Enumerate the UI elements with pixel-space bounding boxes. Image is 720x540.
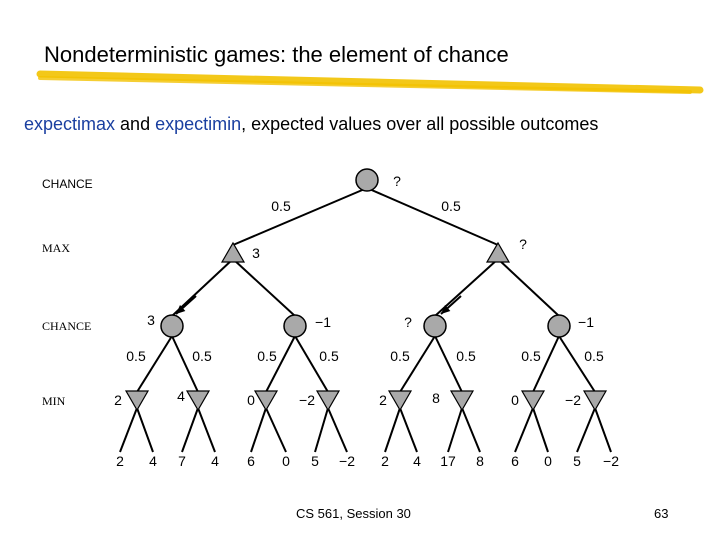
min-node	[584, 391, 606, 410]
tree-edge	[266, 336, 295, 392]
chance-prob: 0.5	[456, 348, 476, 364]
tree-edge	[328, 408, 347, 452]
chance-value: ?	[404, 314, 412, 330]
tree-edge	[577, 408, 595, 452]
chance-prob: 0.5	[584, 348, 604, 364]
tree-edge	[172, 336, 198, 392]
tree-edge	[400, 336, 435, 392]
chance-prob: 0.5	[257, 348, 277, 364]
page-number: 63	[654, 506, 669, 521]
tree-edge	[498, 259, 559, 316]
min-value: −2	[565, 392, 581, 408]
subtitle-text-rest: , expected values over all possible outcomes	[241, 114, 599, 134]
subtitle-term-expectimax: expectimax	[24, 114, 116, 134]
tree-edge	[559, 336, 595, 392]
chance-value: −1	[578, 314, 594, 330]
min-value: 8	[432, 390, 440, 406]
leaf-value: 2	[381, 453, 389, 469]
chance-value: −1	[315, 314, 331, 330]
tree-edge	[295, 336, 328, 392]
tree-edge	[182, 408, 198, 452]
min-node	[451, 391, 473, 410]
tree-edge	[233, 188, 367, 245]
tree-edge	[435, 336, 462, 392]
tree-edge	[400, 408, 417, 452]
leaf-value: 6	[247, 453, 255, 469]
leaf-value: 7	[178, 453, 186, 469]
leaf-value: 8	[476, 453, 484, 469]
tree-edge	[315, 408, 328, 452]
leaf-value: −2	[603, 453, 619, 469]
root-value: ?	[393, 173, 401, 189]
min-value: −2	[299, 392, 315, 408]
tree-edge	[137, 408, 153, 452]
leaf-value: 4	[211, 453, 219, 469]
tree-edge	[515, 408, 533, 452]
level-label: CHANCE	[42, 319, 92, 333]
leaf-value: 2	[116, 453, 124, 469]
leaf-value: −2	[339, 453, 355, 469]
subtitle-text: and	[115, 114, 156, 134]
tree-edge	[533, 408, 548, 452]
min-value: 2	[114, 392, 122, 408]
footer-course: CS 561, Session 30	[296, 506, 411, 521]
leaf-value: 5	[311, 453, 319, 469]
tree-edge	[266, 408, 286, 452]
tree-edge	[198, 408, 215, 452]
min-node	[126, 391, 148, 410]
tree-edge	[251, 408, 266, 452]
max-value: 3	[252, 245, 260, 261]
max-value: ?	[519, 236, 527, 252]
min-node	[317, 391, 339, 410]
chance-prob: 0.5	[192, 348, 212, 364]
min-value: 0	[511, 392, 519, 408]
tree-edge	[533, 336, 559, 392]
subtitle-term-expectimin: expectimin	[155, 114, 242, 134]
leaf-value: 0	[282, 453, 290, 469]
tree-edge	[233, 259, 295, 316]
tree-edge	[367, 188, 498, 245]
root-prob-right: 0.5	[441, 198, 461, 214]
leaf-value: 6	[511, 453, 519, 469]
chance-node	[424, 315, 446, 337]
chance-prob: 0.5	[126, 348, 146, 364]
tree-edge	[595, 408, 611, 452]
chance-prob: 0.5	[521, 348, 541, 364]
leaf-value: 17	[440, 453, 456, 469]
level-label: CHANCE	[42, 177, 93, 191]
slide-title: Nondeterministic games: the element of chance	[44, 42, 509, 67]
leaf-value: 4	[149, 453, 157, 469]
chance-prob: 0.5	[319, 348, 339, 364]
chance-node-root	[356, 169, 378, 191]
chance-prob: 0.5	[390, 348, 410, 364]
max-node	[487, 243, 509, 262]
chance-node	[284, 315, 306, 337]
min-value: 2	[379, 392, 387, 408]
chance-node	[161, 315, 183, 337]
level-label: MIN	[42, 394, 66, 408]
chance-node	[548, 315, 570, 337]
leaf-value: 5	[573, 453, 581, 469]
chance-value: 3	[147, 312, 155, 328]
min-value: 4	[177, 388, 185, 404]
tree-edge	[137, 336, 172, 392]
tree-edge	[462, 408, 480, 452]
tree-edge	[385, 408, 400, 452]
tree-edge	[120, 408, 137, 452]
root-prob-left: 0.5	[271, 198, 291, 214]
leaf-value: 4	[413, 453, 421, 469]
leaf-value: 0	[544, 453, 552, 469]
min-node	[187, 391, 209, 410]
min-node	[389, 391, 411, 410]
max-node	[222, 243, 244, 262]
min-value: 0	[247, 392, 255, 408]
tree-edge	[448, 408, 462, 452]
min-node	[522, 391, 544, 410]
min-node	[255, 391, 277, 410]
level-label: MAX	[42, 241, 71, 255]
